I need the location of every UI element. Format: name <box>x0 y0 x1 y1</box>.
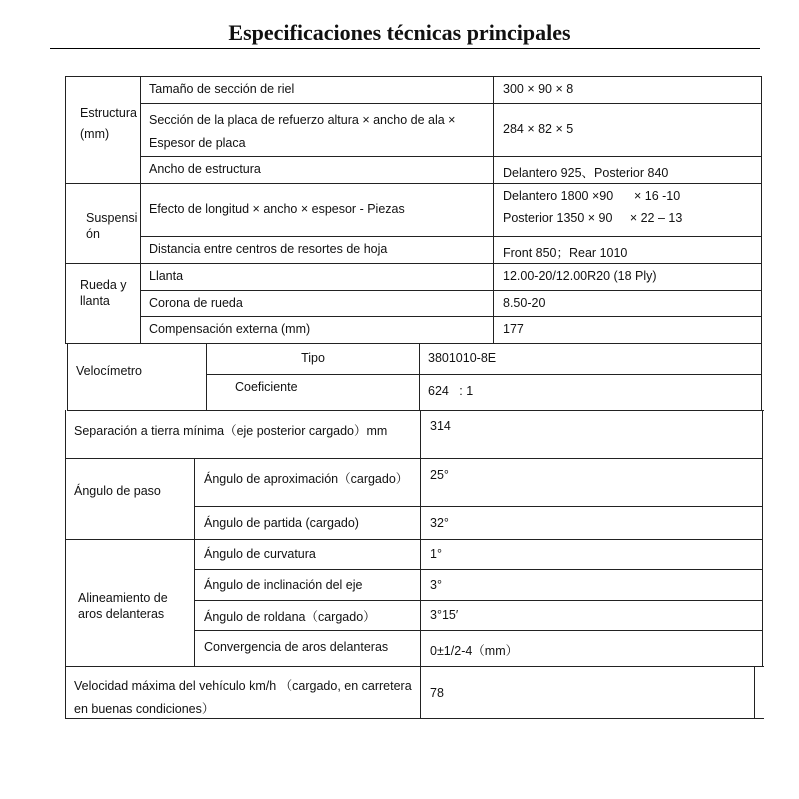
value-ancho-estructura: Delantero 925、Posterior 840 <box>503 166 669 180</box>
table-rule <box>762 410 763 667</box>
label-seccion-placa: Sección de la placa de refuerzo altura × ancho de ala × Espesor de placa <box>149 113 456 150</box>
table-rule <box>140 290 762 291</box>
group-angulo-paso: Ángulo de paso <box>74 484 161 498</box>
table-rule <box>140 236 762 237</box>
label-velocidad-maxima: Velocidad máxima del vehículo km/h （cargado, en carretera en buenas condiciones） <box>74 679 412 717</box>
table-rule <box>67 343 68 411</box>
table-rule <box>67 410 764 411</box>
label-efecto-longitud: Efecto de longitud × ancho × espesor - Piezas <box>149 202 405 216</box>
table-rule <box>761 343 762 411</box>
label-ancho-estructura: Ancho de estructura <box>149 162 261 176</box>
table-rule <box>419 343 420 411</box>
label-tipo: Tipo <box>301 351 325 365</box>
table-rule <box>140 156 762 157</box>
label-llanta: Llanta <box>149 269 184 283</box>
table-rule <box>65 458 762 459</box>
table-rule <box>493 76 494 343</box>
table-rule <box>65 76 762 77</box>
table-rule <box>194 630 762 631</box>
label-tamano-seccion-riel: Tamaño de sección de riel <box>149 82 295 96</box>
value-efecto-longitud: Delantero 1800 ×90 × 16 -10 Posterior 1350 × 90 × 22 – 13 <box>503 189 683 225</box>
value-compensacion-externa: 177 <box>503 322 524 336</box>
value-distancia-resortes: Front 850；Rear 1010 <box>503 246 628 260</box>
table-rule <box>194 600 762 601</box>
label-angulo-curvatura: Ángulo de curvatura <box>204 547 316 561</box>
table-rule <box>65 263 762 264</box>
value-llanta: 12.00-20/12.00R20 (18 Ply) <box>503 269 657 283</box>
group-suspension: Suspensi ón <box>86 211 138 241</box>
value-angulo-aproximacion: 25° <box>430 468 449 482</box>
value-velocidad-maxima: 78 <box>430 686 444 700</box>
page-title: Especificaciones técnicas principales <box>228 20 571 45</box>
value-seccion-placa: 284 × 82 × 5 <box>503 122 574 136</box>
table-rule <box>65 183 762 184</box>
table-rule <box>140 316 762 317</box>
label-angulo-aproximacion: Ángulo de aproximación（cargado） <box>204 472 409 486</box>
value-angulo-curvatura: 1° <box>430 547 442 561</box>
value-tamano-seccion-riel: 300 × 90 × 8 <box>503 82 574 96</box>
table-rule <box>65 666 764 667</box>
label-angulo-roldana: Ángulo de roldana（cargado） <box>204 610 376 624</box>
title-divider <box>50 48 760 49</box>
group-alineamiento: Alineamiento de aros delanteras <box>78 591 168 621</box>
table-rule <box>65 343 762 344</box>
label-coeficiente: Coeficiente <box>235 380 298 394</box>
value-coeficiente: 624 : 1 <box>428 384 474 398</box>
table-rule <box>194 506 762 507</box>
label-angulo-inclinacion-eje: Ángulo de inclinación del eje <box>204 578 363 592</box>
value-convergencia-aros: 0±1/2-4（mm） <box>430 644 519 658</box>
table-rule <box>206 343 207 411</box>
label-corona-rueda: Corona de rueda <box>149 296 243 310</box>
label-angulo-partida: Ángulo de partida (cargado) <box>204 516 359 530</box>
table-rule <box>140 76 141 343</box>
table-rule <box>206 374 762 375</box>
table-rule <box>65 718 764 719</box>
group-velocimetro: Velocímetro <box>76 364 143 378</box>
table-rule <box>194 458 195 667</box>
group-estructura: Estructura (mm) <box>80 106 137 142</box>
value-corona-rueda: 8.50-20 <box>503 296 546 310</box>
value-angulo-roldana: 3°15′ <box>430 608 459 622</box>
value-separacion-tierra: 314 <box>430 419 451 433</box>
table-rule <box>65 539 762 540</box>
group-rueda: Rueda y llanta <box>80 278 127 308</box>
value-angulo-partida: 32° <box>430 516 449 530</box>
table-rule <box>65 410 66 719</box>
table-rule <box>761 76 762 343</box>
table-rule <box>65 76 66 343</box>
table-rule <box>194 569 762 570</box>
table-rule <box>140 103 762 104</box>
table-rule <box>754 666 755 719</box>
value-tipo: 3801010-8E <box>428 351 497 365</box>
value-angulo-inclinacion-eje: 3° <box>430 578 442 592</box>
table-rule <box>420 410 421 719</box>
label-convergencia-aros: Convergencia de aros delanteras <box>204 640 389 654</box>
label-compensacion-externa: Compensación externa (mm) <box>149 322 311 336</box>
label-distancia-resortes: Distancia entre centros de resortes de hoja <box>149 242 388 256</box>
label-separacion-tierra: Separación a tierra mínima（eje posterior cargado）mm <box>74 424 388 438</box>
